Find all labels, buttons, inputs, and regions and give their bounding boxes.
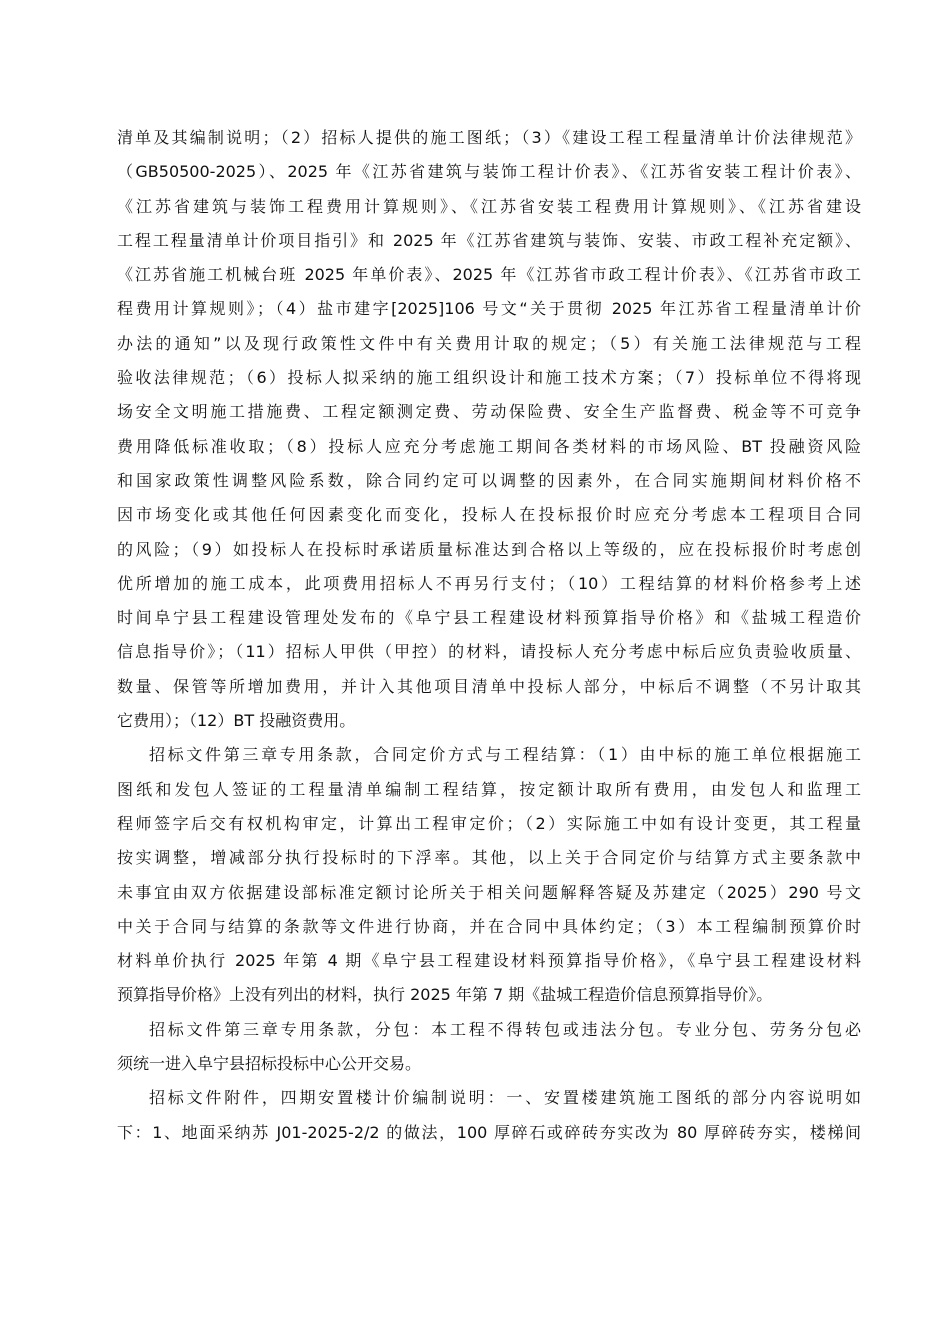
paragraph-contract-settlement	[117, 738, 861, 1012]
text-line: 中关于合同与结算的条款等文件进行协商，并在合同中具体约定；（3）本工程编制预算价时	[117, 916, 861, 936]
text-line: 招标文件第三章专用条款，分包：本工程不得转包或违法分包。专业分包、劳务分包必	[149, 1019, 861, 1039]
text-line: 图纸和发包人签证的工程量清单编制工程结算，按定额计取所有费用，由发包人和监理工	[117, 779, 861, 799]
text-line: 《江苏省建筑与装饰工程费用计算规则》、《江苏省安装工程费用计算规则》、《江苏省建设	[117, 196, 861, 216]
paragraph-subcontracting	[117, 1013, 861, 1082]
text-line: 数量、保管等所增加费用，并计入其他项目清单中投标人部分，中标后不调整（不另计取其	[117, 676, 861, 696]
text-line: 须统一进入阜宁县招标投标中心公开交易。	[117, 1054, 422, 1074]
text-line: 信息指导价》；（11）招标人甲供（甲控）的材料，请投标人充分考虑中标后应负责验收质量、	[117, 642, 861, 662]
paragraph-attachment-notes	[117, 1081, 861, 1150]
text-line: 它费用）；（12）BT 投融资费用。	[117, 711, 356, 731]
text-line: 程师签字后交有权机构审定，计算出工程审定价；（2）实际施工中如有设计变更，其工程量	[117, 813, 861, 833]
text-line: 下：1、地面采纳苏 J01-2025-2/2 的做法，100 厚碎石或碎砖夯实改为 80 厚碎砖夯实，楼梯间	[117, 1122, 861, 1142]
text-line: 清单及其编制说明；（2）招标人提供的施工图纸；（3）《建设工程工程量清单计价法律规范》	[117, 128, 861, 147]
text-line: 程费用计算规则》；（4）盐市建字[2025]106 号文“关于贯彻 2025 年江苏省工程量清单计价	[117, 299, 861, 319]
text-line: 和国家政策性调整风险系数，除合同约定可以调整的因素外，在合同实施期间材料价格不	[117, 470, 861, 490]
text-line: 《江苏省施工机械台班 2025 年单价表》、2025 年《江苏省市政工程计价表》、《江苏省市政工	[117, 265, 861, 285]
text-line: 费用降低标准收取；（8）投标人应充分考虑施工期间各类材料的市场风险、BT 投融资风险	[117, 436, 861, 456]
text-line: 的风险；（9）如投标人在投标时承诺质量标准达到合格以上等级的，应在投标报价时考虑创	[117, 539, 861, 559]
text-line: 场安全文明施工措施费、工程定额测定费、劳动保险费、安全生产监督费、税金等不可竞争	[117, 402, 861, 422]
text-line: 办法的通知”以及现行政策性文件中有关费用计取的规定；（5）有关施工法律规范与工程	[117, 333, 861, 353]
paragraph-pricing-basis	[117, 121, 861, 738]
document-body	[117, 121, 861, 1150]
text-line: 工程工程量清单计价项目指引》和 2025 年《江苏省建筑与装饰、安装、市政工程补充定额》、	[117, 230, 861, 250]
text-line: 招标文件附件，四期安置楼计价编制说明：一、安置楼建筑施工图纸的部分内容说明如	[149, 1088, 861, 1108]
text-line: 材料单价执行 2025 年第 4 期《阜宁县工程建设材料预算指导价格》，《阜宁县工程建设材料	[117, 951, 861, 971]
text-line: 未事宜由双方依据建设部标准定额讨论所关于相关问题解释答疑及苏建定（2025）290 号文	[117, 882, 861, 902]
text-line: 因市场变化或其他任何因素变化而变化，投标人在投标报价时应充分考虑本工程项目合同	[117, 505, 861, 525]
text-line: （GB50500-2025）、2025 年《江苏省建筑与装饰工程计价表》、《江苏省安装工程计价表》、	[117, 162, 861, 182]
text-line: 预算指导价格》上没有列出的材料，执行 2025 年第 7 期《盐城工程造价信息预算指导价》。	[117, 985, 773, 1005]
text-line: 验收法律规范；（6）投标人拟采纳的施工组织设计和施工技术方案；（7）投标单位不得将现	[117, 368, 861, 388]
text-line: 按实调整，增减部分执行投标时的下浮率。其他，以上关于合同定价与结算方式主要条款中	[117, 848, 861, 868]
text-line: 优所增加的施工成本，此项费用招标人不再另行支付；（10）工程结算的材料价格参考上述	[117, 573, 861, 593]
text-line: 招标文件第三章专用条款，合同定价方式与工程结算：（1）由中标的施工单位根据施工	[149, 745, 861, 765]
text-line: 时间阜宁县工程建设管理处发布的《阜宁县工程建设材料预算指导价格》和《盐城工程造价	[117, 608, 861, 628]
